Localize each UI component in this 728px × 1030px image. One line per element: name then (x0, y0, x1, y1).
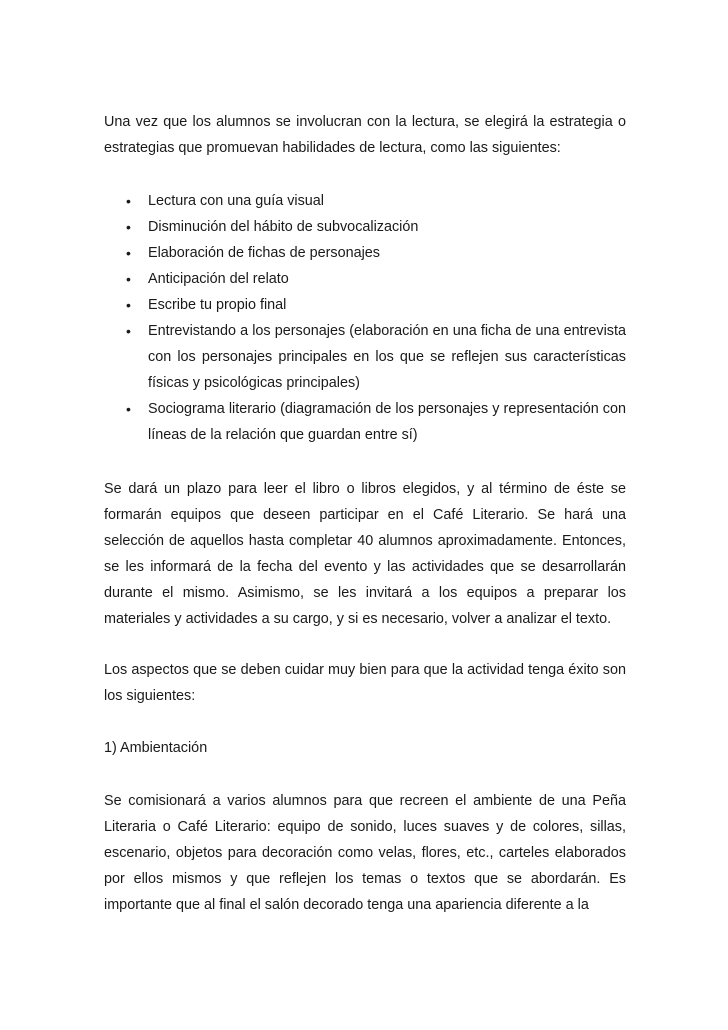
list-item-text: Lectura con una guía visual (148, 193, 325, 209)
list-item (104, 240, 626, 266)
list-item (104, 266, 626, 292)
list-item (104, 396, 626, 448)
list-item-text: Entrevistando a los personajes (elaboración en una ficha de una entrevista con los personajes principales en los que se reflejen sus características físicas y psicológicas principales) (148, 323, 626, 391)
list-item-text: Disminución del hábito de subvocalización (148, 219, 419, 235)
list-item-text: Escribe tu propio final (148, 297, 287, 313)
list-item (104, 188, 626, 214)
strategy-list (104, 188, 626, 448)
list-item (104, 214, 626, 240)
section-heading: 1) Ambientación (104, 740, 208, 756)
body-paragraph: Los aspectos que se deben cuidar muy bien para que la actividad tenga éxito son los siguientes: (104, 662, 626, 704)
list-item (104, 318, 626, 396)
bullet-icon: • (126, 245, 131, 261)
bullet-icon: • (126, 219, 131, 235)
body-paragraph: Se dará un plazo para leer el libro o libros elegidos, y al término de éste se formarán equipos que deseen participar en el Café Literario. Se hará una selección de aquellos hasta completar 40 alumnos aproximadamente. Entonces, se les informará de la fecha del evento y las actividades que se desarrollarán durante el mismo. Asimismo, se les invitará a los equipos a preparar los materiales y actividades a su cargo, y si es necesario, volver a analizar el texto. (104, 481, 626, 627)
bullet-icon: • (126, 271, 131, 287)
body-paragraph: Se comisionará a varios alumnos para que recreen el ambiente de una Peña Literaria o Café Literario: equipo de sonido, luces suaves y de colores, sillas, escenario, objetos para decoración como velas, flores, etc., carteles elaborados por ellos mismos y que reflejen los temas o textos que se abordarán. Es importante que al final el salón decorado tenga una apariencia diferente a la (104, 793, 626, 913)
document-page (104, 109, 626, 918)
list-item (104, 292, 626, 318)
bullet-icon: • (126, 297, 131, 313)
bullet-icon: • (126, 193, 131, 209)
bullet-icon: • (126, 323, 131, 339)
list-item-text: Elaboración de fichas de personajes (148, 245, 380, 261)
list-item-text: Anticipación del relato (148, 271, 289, 287)
intro-paragraph: Una vez que los alumnos se involucran con la lectura, se elegirá la estrategia o estrategias que promuevan habilidades de lectura, como las siguientes: (104, 114, 626, 156)
list-item-text: Sociograma literario (diagramación de los personajes y representación con líneas de la relación que guardan entre sí) (148, 401, 626, 443)
bullet-icon: • (126, 401, 131, 417)
